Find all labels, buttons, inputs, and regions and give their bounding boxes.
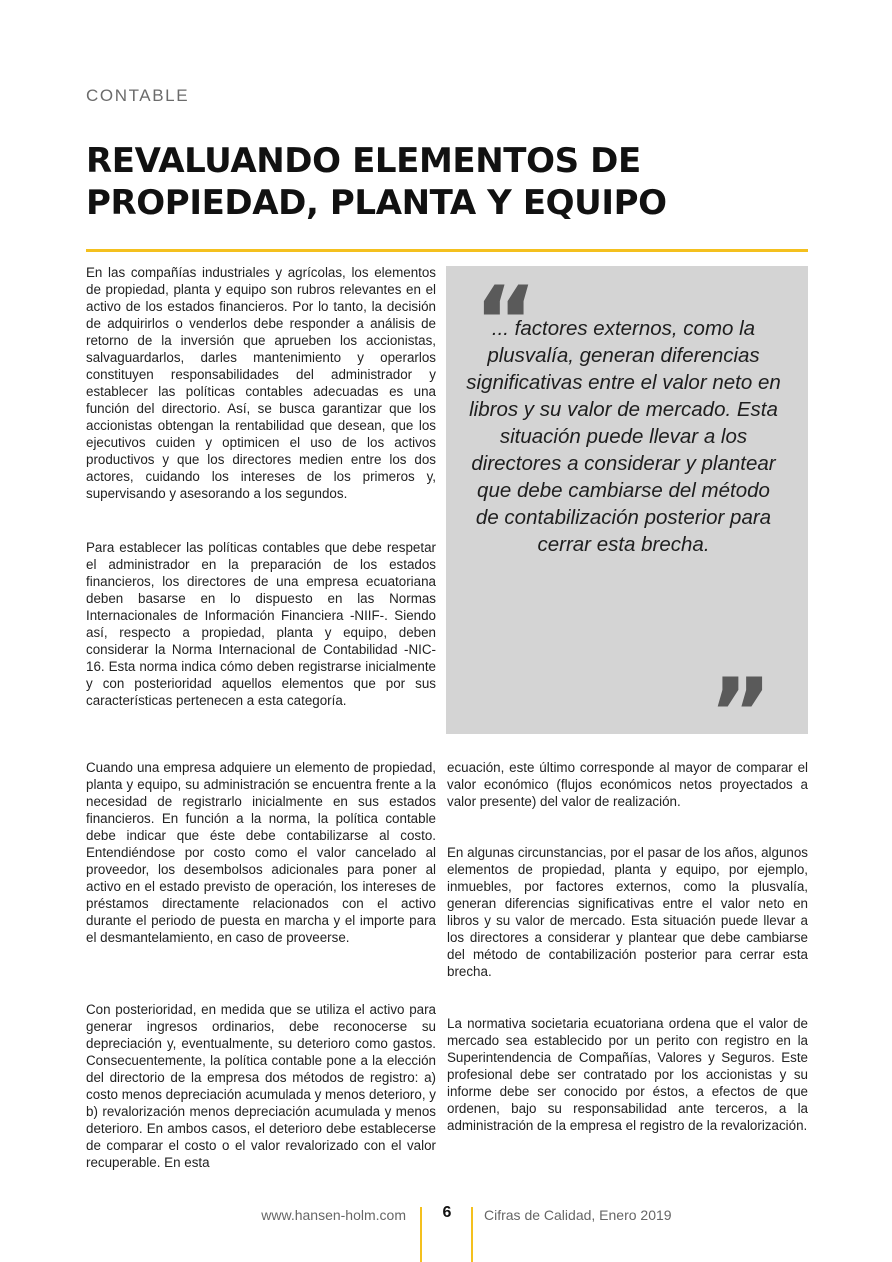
left-paragraph-3: Cuando una empresa adquiere un elemento de propiedad, planta y equipo, su administración se encuentra frente a la necesidad de registrarlo inicialmente en sus estados financieros. En función a la norma, la política contable debe indicar que éste debe contabilizarse al costo. Entendiéndose por costo como el valor cancelado al proveedor, los desembolsos adicionales para poner al activo en el estado previsto de operación, los intereses de préstamos directamente relacionados con el activo durante el periodo de puesta en marcha y el importe para el desmantelamiento, en caso de proveerse. [86, 760, 436, 945]
footer-publication: Cifras de Calidad, Enero 2019 [484, 1207, 672, 1223]
article-title: REVALUANDO ELEMENTOS DE PROPIEDAD, PLANTA Y EQUIPO [86, 141, 667, 223]
title-divider [86, 249, 808, 252]
close-quote-icon: ” [708, 658, 772, 770]
right-paragraph-3: La normativa societaria ecuatoriana ordena que el valor de mercado sea establecido por un perito con registro en la Superintendencia de Compañías, Valores y Seguros. Este profesional debe ser contratado por los accionistas y su informe debe ser conocido por éstos, a efectos de que ordenen, bajo su responsabilidad ante terceros, a la administración de la empresa el registro de la revalorización. [447, 1016, 808, 1133]
pull-quote [446, 266, 808, 770]
open-quote-icon: “ [474, 266, 538, 378]
section-label: CONTABLE [86, 86, 190, 105]
footer-website: www.hansen-holm.com [261, 1207, 406, 1223]
left-paragraph-2: Para establecer las políticas contables que debe respetar el administrador en la preparación de los estados financieros, los directores de una empresa ecuatoriana deben basarse en lo dispuesto en las Normas Internacionales de Información Financiera -NIIF-. Siendo así, respecto a propiedad, planta y equipo, deben considerar la Norma Internacional de Contabilidad -NIC- 16. Esta norma indica cómo deben registrarse inicialmente y con posterioridad aquellos elementos que por sus características pertenecen a esta categoría. [86, 540, 436, 708]
footer-divider-left [420, 1207, 422, 1262]
footer-divider-right [471, 1207, 473, 1262]
left-paragraph-4: Con posterioridad, en medida que se utiliza el activo para generar ingresos ordinarios, debe reconocerse su depreciación y, eventualmente, su deterioro como gastos. Consecuentemente, la política contable pone a la elección del directorio de la empresa dos métodos de registro: a) costo menos depreciación acumulada y menos deterioro, y b) revalorización menos depreciación acumulada y menos deterioro. En ambos casos, el deterioro debe establecerse de comparar el costo o el valor revalorizado con el valor recuperable. En esta [86, 1002, 436, 1170]
left-paragraph-1: En las compañías industriales y agrícolas, los elementos de propiedad, planta y equipo son rubros relevantes en el activo de los estados financieros. Por lo tanto, la decisión de adquirirlos o venderlos debe responder a análisis de retorno de la inversión que aprueben los accionistas, salvaguardarlos, darles mantenimiento y operarlos constituyen responsabilidades del administrador y establecer las políticas contables adecuadas es una función del directorio. Así, se busca garantizar que los accionistas obtengan la rentabilidad que desean, que los ejecutivos cuiden y optimicen el uso de los activos productivos y que los directores medien entre los dos actores, cuidando los intereses de los primeros y, supervisando y asesorando a los segundos. [86, 265, 436, 501]
page-number: 6 [442, 1204, 452, 1221]
pull-quote-text: ... factores externos, como la plusvalía, generan diferencias significativas entre el valor neto en libros y su valor de mercado. Esta situación puede llevar a los directores a considerar y plantear que debe cambiarse del método de contabilización posterior para cerrar esta brecha. [466, 317, 781, 556]
right-paragraph-2: En algunas circunstancias, por el pasar de los años, algunos elementos de propiedad, planta y equipo, por ejemplo, inmuebles, por factores externos, como la plusvalía, generan diferencias significativas entre el valor neto en libros y su valor de mercado. Esta situación puede llevar a los directores a considerar y plantear que debe cambiarse del método de contabilización posterior para cerrar esta brecha. [447, 845, 808, 979]
right-paragraph-1: ecuación, este último corresponde al mayor de comparar el valor económico (flujos económicos netos proyectados a valor presente) del valor de realización. [447, 760, 808, 809]
